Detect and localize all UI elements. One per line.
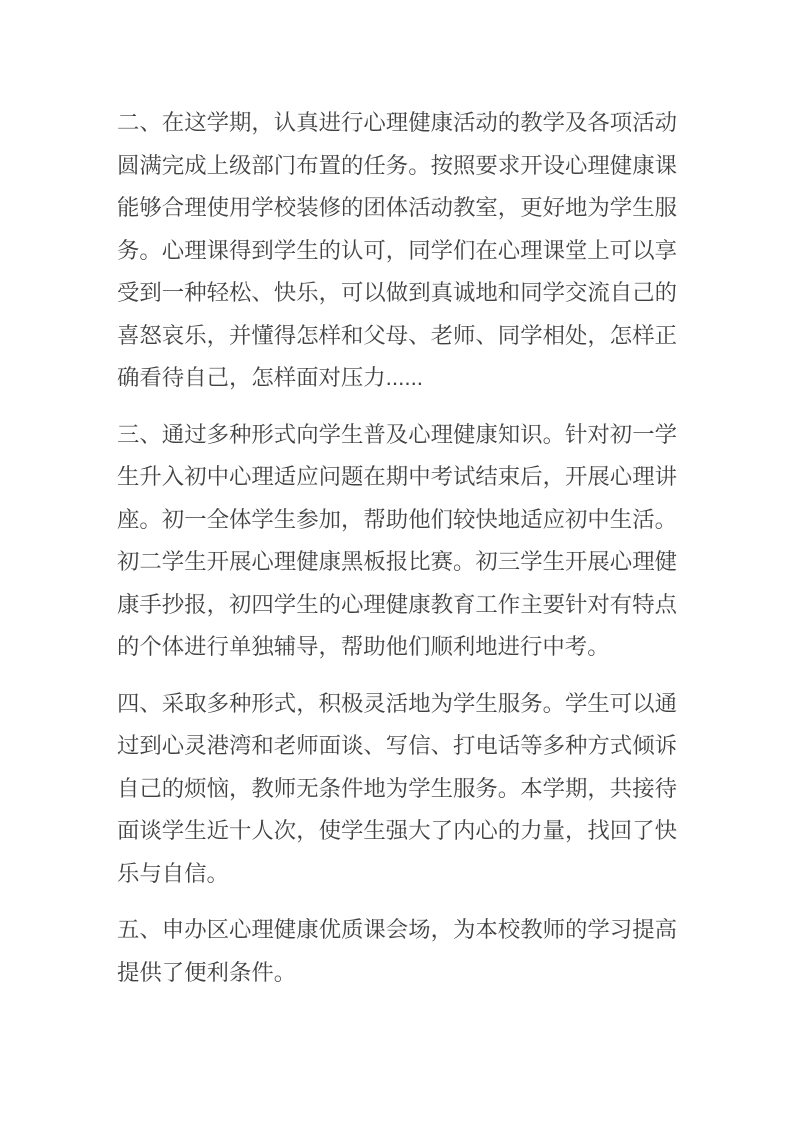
paragraph-section-5: 五、申办区心理健康优质课会场，为本校教师的学习提高提供了便利条件。 [117,917,677,985]
paragraph-section-4: 四、采取多种形式，积极灵活地为学生服务。学生可以通过到心灵港湾和老师面谈、写信、打电话等多种方式倾诉自己的烦恼，教师无条件地为学生服务。本学期，共接待面谈学生近十人次，使学生强大了内心的力量，找回了快乐与自信。 [117,690,677,886]
paragraph-section-3: 三、通过多种形式向学生普及心理健康知识。针对初一学生升入初中心理适应问题在期中考试结束后，开展心理讲座。初一全体学生参加，帮助他们较快地适应初中生活。初二学生开展心理健康黑板报比赛。初三学生开展心理健康手抄报，初四学生的心理健康教育工作主要针对有特点的个体进行单独辅导，帮助他们顺利地进行中考。 [117,421,677,659]
document-text-block [117,102,677,994]
paragraph-section-2: 二、在这学期，认真进行心理健康活动的教学及各项活动圆满完成上级部门布置的任务。按照要求开设心理健康课能够合理使用学校装修的团体活动教室，更好地为学生服务。心理课得到学生的认可，同学们在心理课堂上可以享受到一种轻松、快乐，可以做到真诚地和同学交流自己的喜怒哀乐，并懂得怎样和父母、老师、同学相处，怎样正确看待自己，怎样面对压力...... [117,110,677,390]
